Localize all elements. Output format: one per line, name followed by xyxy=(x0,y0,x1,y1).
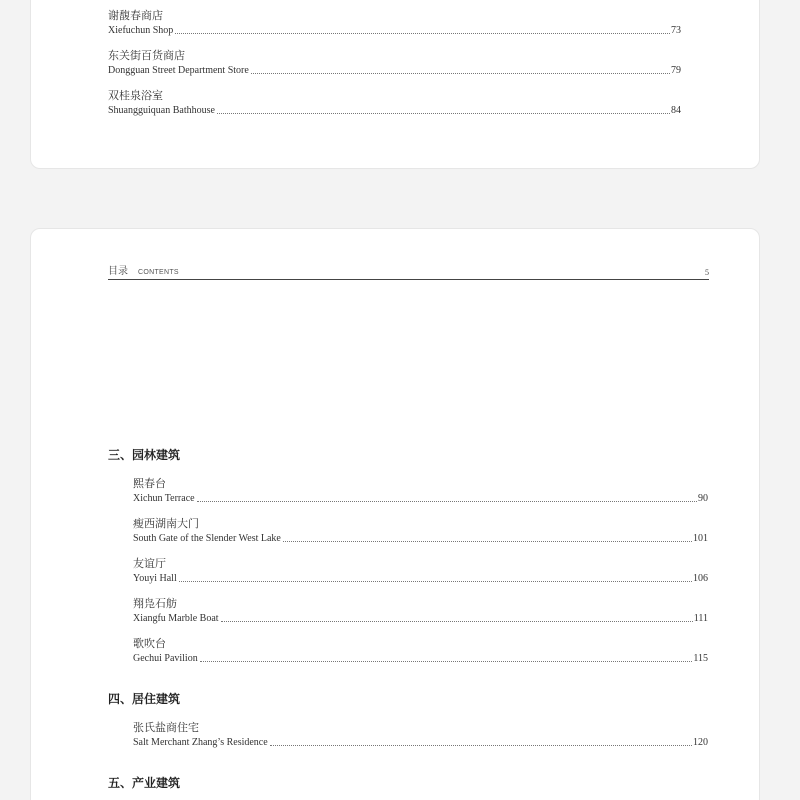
toc-entry-page: 106 xyxy=(693,573,708,584)
toc-entry-page: 79 xyxy=(671,65,681,76)
toc-entry-page: 115 xyxy=(693,653,708,664)
toc-entry[interactable] xyxy=(133,597,708,625)
contents-page xyxy=(30,228,760,800)
toc-entry-en: Xiangfu Marble Boat xyxy=(133,613,219,624)
toc-entry[interactable] xyxy=(133,637,708,665)
dot-leader xyxy=(217,113,670,114)
toc-entry-page: 120 xyxy=(693,737,708,748)
section-heading[interactable]: 四、居住建筑 xyxy=(108,692,181,706)
toc-entry[interactable] xyxy=(108,9,681,37)
toc-entry-en: Dongguan Street Department Store xyxy=(108,65,249,76)
toc-entry-en: Youyi Hall xyxy=(133,573,177,584)
toc-entry-en: Gechui Pavilion xyxy=(133,653,198,664)
section-heading[interactable]: 三、园林建筑 xyxy=(108,448,181,462)
section-heading[interactable]: 五、产业建筑 xyxy=(108,776,181,790)
toc-entry-en: Shuangguiquan Bathhouse xyxy=(108,105,215,116)
dot-leader xyxy=(179,581,692,582)
toc-entry[interactable] xyxy=(133,517,708,545)
header-page-number: 5 xyxy=(705,268,709,277)
dot-leader xyxy=(270,745,692,746)
toc-entry-zh: 歌吹台 xyxy=(133,637,166,650)
toc-entry-zh: 瘦西湖南大门 xyxy=(133,517,199,530)
toc-entry-zh: 友谊厅 xyxy=(133,557,166,570)
dot-leader xyxy=(197,501,697,502)
toc-entry[interactable] xyxy=(133,721,708,749)
header-title-zh: 目录 xyxy=(108,266,128,277)
page-header xyxy=(108,263,709,280)
toc-entry-zh: 谢馥春商店 xyxy=(108,9,163,22)
dot-leader xyxy=(200,661,693,662)
toc-entry[interactable] xyxy=(108,89,681,117)
dot-leader xyxy=(221,621,693,622)
toc-entry-zh: 张氏盐商住宅 xyxy=(133,721,199,734)
header-title-en: CONTENTS xyxy=(138,269,179,276)
toc-entry-page: 73 xyxy=(671,25,681,36)
toc-entry-zh: 双桂泉浴室 xyxy=(108,89,163,102)
toc-entry-page: 101 xyxy=(693,533,708,544)
toc-entry-zh: 翔凫石舫 xyxy=(133,597,177,610)
toc-entry-zh: 熙春台 xyxy=(133,477,166,490)
toc-entry[interactable] xyxy=(133,477,708,505)
toc-entry-page: 90 xyxy=(698,493,708,504)
toc-entry-zh: 东关街百货商店 xyxy=(108,49,185,62)
toc-entry[interactable] xyxy=(133,557,708,585)
toc-entry-en: Salt Merchant Zhang’s Residence xyxy=(133,737,268,748)
toc-entry-en: South Gate of the Slender West Lake xyxy=(133,533,281,544)
dot-leader xyxy=(251,73,670,74)
toc-entry-page: 111 xyxy=(693,613,708,624)
previous-page xyxy=(30,0,760,169)
toc-entry-en: Xichun Terrace xyxy=(133,493,195,504)
toc-entry-en: Xiefuchun Shop xyxy=(108,25,174,36)
toc-entry-page: 84 xyxy=(671,105,681,116)
dot-leader xyxy=(175,33,670,34)
dot-leader xyxy=(283,541,692,542)
toc-entry[interactable] xyxy=(108,49,681,77)
